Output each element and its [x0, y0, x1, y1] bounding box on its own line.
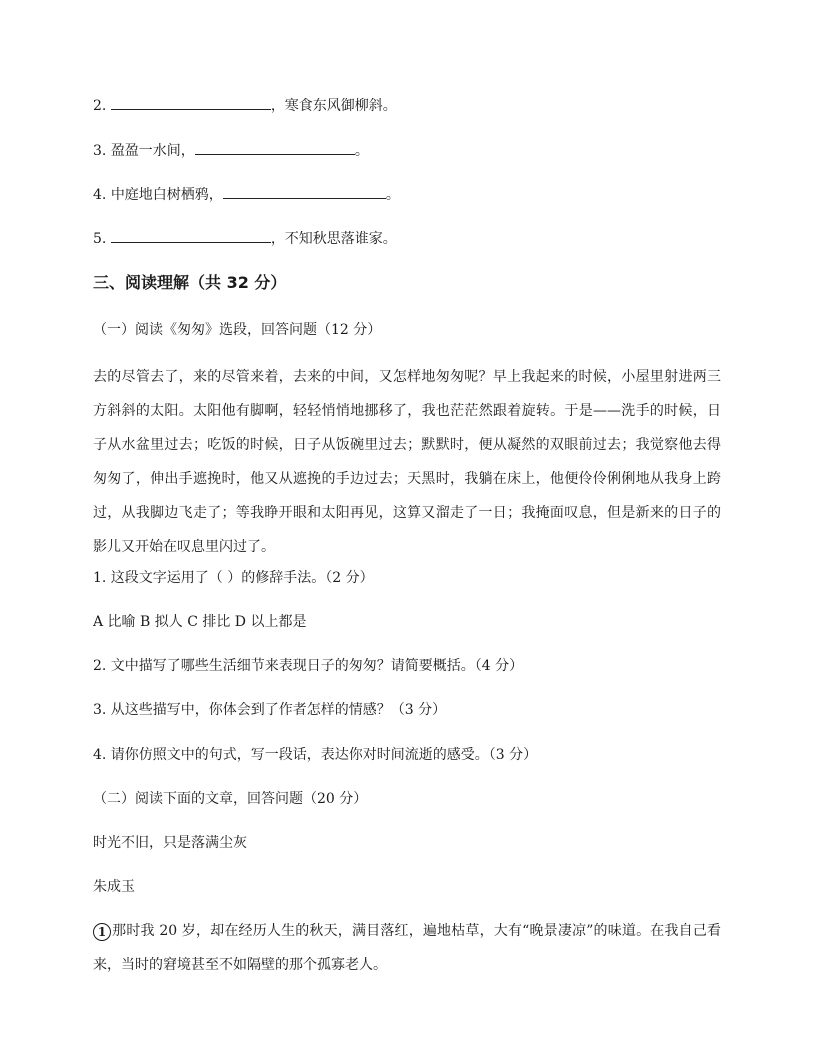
poem-line: 中庭地白树栖鸦，: [110, 187, 223, 203]
item-number: 5.: [93, 231, 107, 247]
question-1: 1. 这段文字运用了（ ）的修辞手法。（2 分）: [93, 570, 374, 586]
question-1-options: A 比喻 B 拟人 C 排比 D 以上都是: [93, 614, 307, 630]
answer-blank[interactable]: [111, 95, 271, 110]
answer-blank[interactable]: [223, 184, 386, 199]
poem-line: 。: [385, 187, 400, 203]
question-2: 2. 文中描写了哪些生活细节来表现日子的匆匆？请简要概括。（4 分）: [93, 658, 524, 674]
fill-in-item-2: [93, 95, 397, 116]
passage-text: 去的尽管去了，来的尽管来着，去来的中间，又怎样地匆匆呢？早上我起来的时候，小屋里射进两三方斜斜的太阳。太阳他有脚啊，轻轻悄悄地挪移了，我也茫茫然跟着旋转。于是——洗手的时候，日子从水盆里过去；吃饭的时候，日子从饭碗里过去；默默时，便从凝然的双眼前过去；我觉察他去得匆匆了，伸出手遮挽时，他又从遮挽的手边过去；天黑时，我躺在床上，他便伶伶俐俐地从我身上跨过，从我脚边飞走了；等我睁开眼和太阳再见，这算又溜走了一日；我掩面叹息，但是新来的日子的影儿又开始在叹息里闪过了。: [93, 369, 721, 555]
fill-in-item-5: [93, 228, 397, 249]
item-number: 2.: [93, 98, 107, 114]
fill-in-item-3: [93, 140, 369, 161]
section-heading: 三、阅读理解（共 32 分）: [93, 273, 287, 292]
poem-line: ，寒食东风御柳斜。: [270, 98, 397, 114]
part2-intro: （二）阅读下面的文章，回答问题（20 分）: [93, 791, 368, 807]
item-number: 4.: [93, 187, 107, 203]
answer-blank[interactable]: [195, 140, 355, 155]
question-4: 4. 请你仿照文中的句式，写一段话，表达你对时间流逝的感受。（3 分）: [93, 747, 538, 763]
paragraph-number: 1: [93, 923, 111, 941]
fill-in-item-4: [93, 184, 400, 205]
part1-intro: （一）阅读《匆匆》选段，回答问题（12 分）: [93, 322, 382, 338]
poem-line: 。: [354, 143, 369, 159]
answer-blank[interactable]: [111, 228, 271, 243]
poem-line: ，不知秋思落谁家。: [270, 231, 397, 247]
item-number: 3.: [93, 143, 107, 159]
article-author: 朱成玉: [93, 879, 135, 895]
article-title: 时光不旧，只是落满尘灰: [93, 835, 247, 851]
question-3: 3. 从这些描写中，你体会到了作者怎样的情感？（3 分）: [93, 702, 447, 718]
article-paragraph-1: [93, 914, 721, 982]
poem-line: 盈盈一水间，: [110, 143, 195, 159]
paragraph-text: 那时我 20 岁，却在经历人生的秋天，满目落红，遍地枯草，大有“晚景凄凉”的味道。在我自己看来，当时的窘境甚至不如隔壁的那个孤寡老人。: [93, 923, 721, 973]
